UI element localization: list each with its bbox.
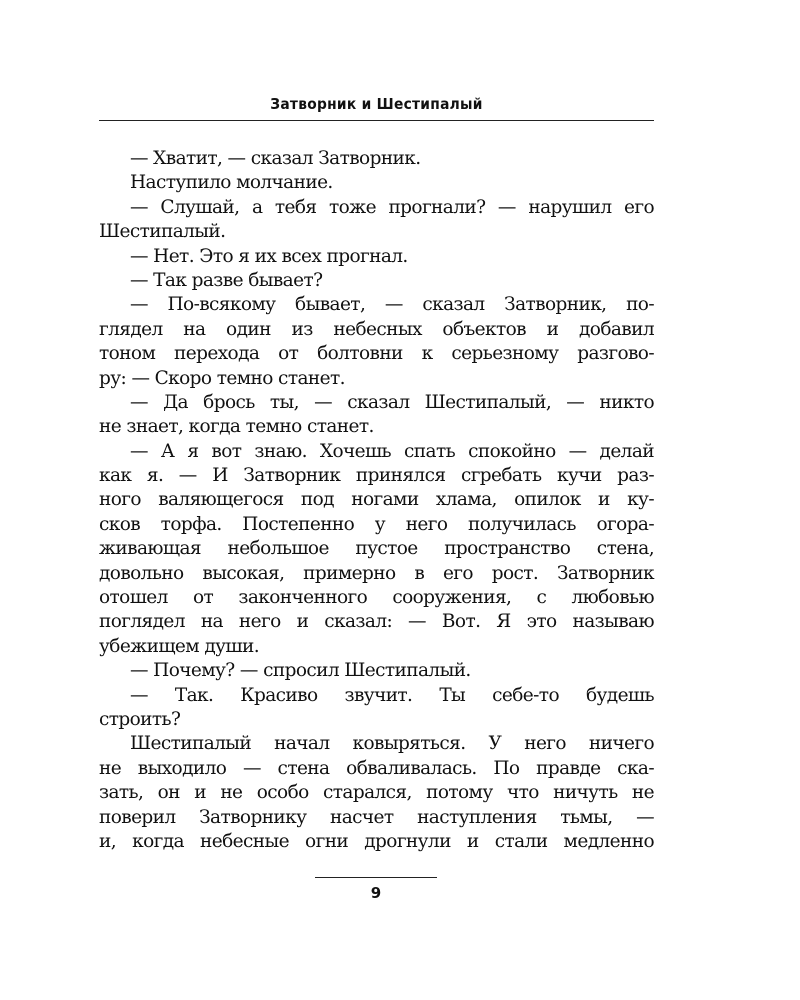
text-line: — Да брось ты, — сказал Шестипалый, — никто: [130, 391, 654, 413]
text-line: убежищем души.: [99, 635, 260, 657]
text-line: поглядел на него и сказал: — Вот. Я это называю: [99, 611, 654, 633]
text-line: — Так разве бывает?: [130, 269, 323, 291]
text-line: Шестипалый начал ковыряться. У него ничего: [130, 733, 654, 755]
text-line: — Почему? — спросил Шестипалый.: [130, 660, 471, 682]
text-line: Шестипалый.: [99, 221, 226, 243]
text-line: и, когда небесные огни дрогнули и стали медленно: [99, 830, 654, 852]
text-line: строить?: [99, 708, 181, 730]
text-line: — Так. Красиво звучит. Ты себе-то будешь: [130, 684, 654, 706]
text-line: не выходило — стена обваливалась. По правде ска-: [99, 757, 654, 779]
text-line: зать, он и не особо старался, потому что ничуть не: [99, 782, 654, 804]
body-text: [99, 147, 654, 854]
text-line: не знает, когда темно станет.: [99, 416, 374, 438]
text-line: — Нет. Это я их всех прогнал.: [130, 245, 408, 267]
text-line: отошел от законченного сооружения, с любовью: [99, 587, 654, 609]
page-number: 9: [370, 884, 382, 902]
text-line: — По-всякому бывает, — сказал Затворник, по-: [130, 294, 654, 316]
text-line: — А я вот знаю. Хочешь спать спокойно — делай: [130, 440, 654, 462]
text-line: как я. — И Затворник принялся сгребать кучи раз-: [99, 465, 654, 487]
text-line: глядел на один из небесных объектов и добавил: [99, 318, 654, 340]
running-head: Затворник и Шестипалый: [270, 95, 483, 113]
text-line: ного валяющегося под ногами хлама, опилок и ку-: [99, 489, 654, 511]
text-line: — Слушай, а тебя тоже прогнали? — нарушил его: [130, 196, 654, 218]
text-line: ру: — Скоро темно станет.: [99, 367, 345, 389]
text-line: — Хватит, — сказал Затворник.: [130, 148, 421, 169]
text-line: поверил Затворнику насчет наступления тьмы, —: [99, 806, 654, 828]
text-line: довольно высокая, примерно в его рост. Затворник: [99, 562, 654, 584]
text-line: тоном перехода от болтовни к серьезному разгово-: [99, 343, 654, 365]
text-line: живающая небольшое пустое пространство стена,: [99, 538, 654, 560]
text-line: Наступило молчание.: [130, 172, 333, 194]
footer-rule: [315, 877, 437, 878]
text-line: сков торфа. Постепенно у него получилась огора-: [99, 513, 654, 535]
header-rule: [99, 120, 654, 121]
